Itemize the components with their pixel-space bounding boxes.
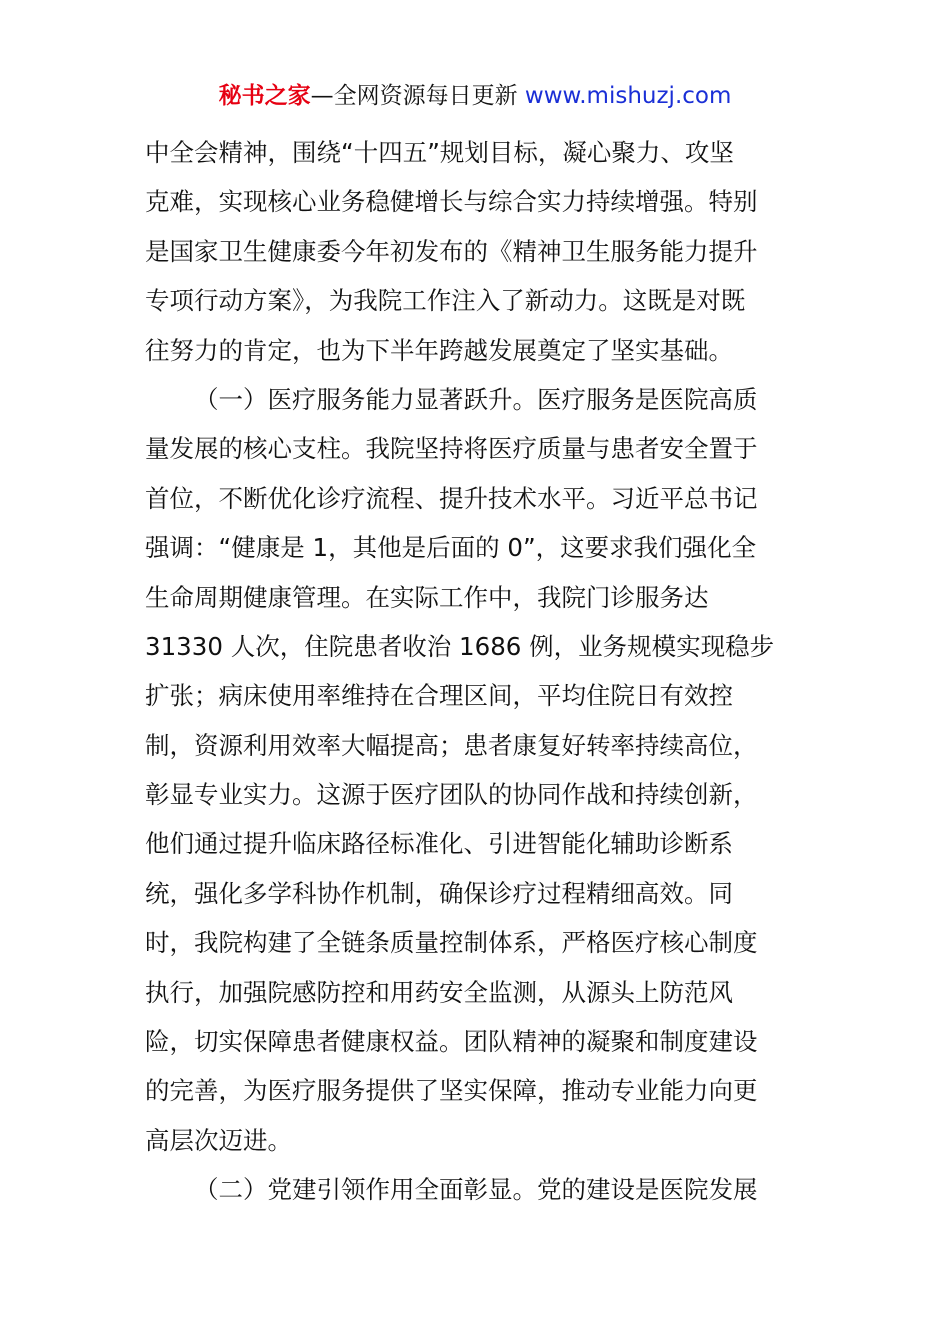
- text-line: 彰显专业实力。这源于医疗团队的协同作战和持续创新，: [145, 780, 758, 810]
- brand-name: 秘书之家: [218, 83, 311, 109]
- text-line: 他们通过提升临床路径标准化、引进智能化辅助诊断系: [145, 829, 733, 859]
- text-line: 专项行动方案》，为我院工作注入了新动力。这既是对既: [145, 286, 746, 316]
- text-line: 扩张；病床使用率维持在合理区间，平均住院日有效控: [145, 681, 733, 711]
- section-heading-line: （二）党建引领作用全面彰显。党的建设是医院发展: [194, 1175, 758, 1205]
- header-tagline: —全网资源每日更新: [310, 83, 518, 109]
- section-heading-line: （一）医疗服务能力显著跃升。医疗服务是医院高质: [194, 384, 758, 414]
- document-body: [145, 128, 810, 1215]
- text-line: 的完善，为医疗服务提供了坚实保障，推动专业能力向更: [145, 1076, 758, 1106]
- text-line: 制，资源利用效率大幅提高；患者康复好转率持续高位，: [145, 730, 758, 760]
- text-line: 往努力的肯定，也为下半年跨越发展奠定了坚实基础。: [145, 335, 733, 365]
- text-line: 中全会精神，围绕“十四五”规划目标，凝心聚力、攻坚: [145, 138, 734, 167]
- text-line: 是国家卫生健康委今年初发布的《精神卫生服务能力提升: [145, 236, 758, 266]
- page-header: [0, 80, 950, 112]
- website-link[interactable]: www.mishuzj.com: [524, 83, 732, 109]
- text-line: 高层次迈进。: [145, 1125, 292, 1155]
- text-line: 执行，加强院感防控和用药安全监测，从源头上防范风: [145, 977, 733, 1007]
- text-line: 31330 人次，住院患者收治 1686 例，业务规模实现稳步: [145, 631, 775, 661]
- text-line: 险，切实保障患者健康权益。团队精神的凝聚和制度建设: [145, 1027, 758, 1057]
- text-line: 强调：“健康是 1，其他是后面的 0”，这要求我们强化全: [145, 533, 757, 563]
- text-line: 首位，不断优化诊疗流程、提升技术水平。习近平总书记: [145, 483, 758, 513]
- text-line: 克难，实现核心业务稳健增长与综合实力持续增强。特别: [145, 187, 758, 217]
- text-line: 生命周期健康管理。在实际工作中，我院门诊服务达: [145, 582, 709, 612]
- text-line: 时，我院构建了全链条质量控制体系，严格医疗核心制度: [145, 928, 758, 958]
- text-line: 量发展的核心支柱。我院坚持将医疗质量与患者安全置于: [145, 434, 758, 464]
- text-line: 统，强化多学科协作机制，确保诊疗过程精细高效。同: [145, 878, 733, 908]
